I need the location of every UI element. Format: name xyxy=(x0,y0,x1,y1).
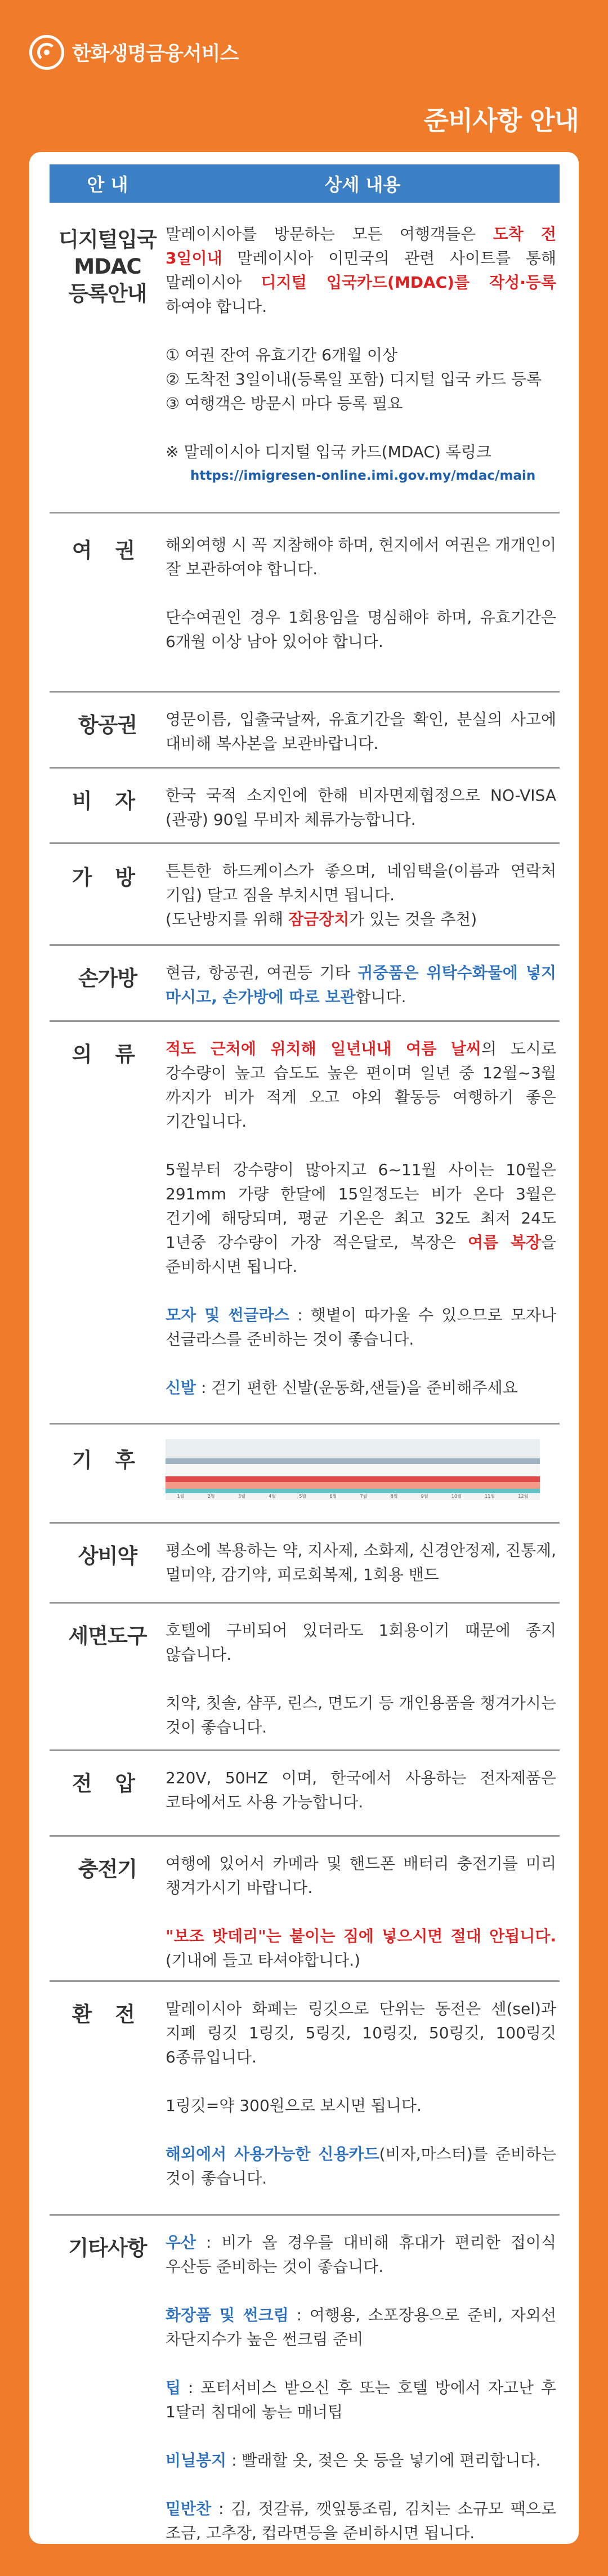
text: : 빨래할 옷, 젖은 옷 등을 넣기에 편리합니다. xyxy=(226,2451,541,2470)
row-label-handbag: 손가방 xyxy=(78,966,137,990)
row-detail-handbag xyxy=(166,946,560,1020)
table-row-clothes xyxy=(50,1022,560,1425)
text: 말레이시아를 방문하는 모든 여행객들은 xyxy=(166,225,493,243)
requirement-item: ① 여권 잔여 유효기간 6개월 이상 xyxy=(166,346,397,364)
highlight-text: 모자 및 썬글라스 xyxy=(166,1306,289,1324)
text: : 포터서비스 받으신 후 또는 호텔 방에서 자고난 후 1달러 침대에 놓는 매너팁 xyxy=(166,2378,556,2421)
text: : 여행용, 소포장용으로 준비, 자외선 차단지수가 높은 썬크림 준비 xyxy=(166,2306,556,2349)
logo-text: 한화생명금융서비스 xyxy=(72,43,239,65)
highlight-text: 도착 전 3일이내 xyxy=(166,225,556,267)
text: 현금, 항공권, 여권등 기타 xyxy=(166,963,358,982)
highlight-text: 우산 xyxy=(166,2233,196,2252)
text: 가 있는 것을 추천) xyxy=(349,910,477,928)
table-row-charger xyxy=(50,1837,560,1982)
month-label: 11월 xyxy=(485,1494,495,1499)
handbag-text xyxy=(166,961,556,1009)
climate-band xyxy=(166,1489,540,1493)
row-label-etc: 기타사항 xyxy=(68,2236,147,2260)
row-detail-etc xyxy=(166,2216,560,2576)
clothes-p1 xyxy=(166,1037,556,1133)
text: : 햇볕이 따가울 수 있으므로 모자나 선글라스를 준비하는 것이 좋습니다. xyxy=(166,1306,556,1349)
table-row-toiletry xyxy=(50,1604,560,1751)
column-header-guide: 안 내 xyxy=(87,174,128,195)
mdac-requirements xyxy=(166,343,556,416)
row-label-medicine: 상비약 xyxy=(78,1544,137,1568)
row-label-toiletry: 세면도구 xyxy=(68,1624,147,1648)
month-label: 8월 xyxy=(390,1494,398,1499)
row-detail-climate xyxy=(166,1425,560,1522)
row-detail-mdac xyxy=(166,203,560,512)
logo-icon xyxy=(29,35,64,70)
table-row-passport xyxy=(50,514,560,693)
table-row-bag xyxy=(50,844,560,946)
row-label-voltage: 전 압 xyxy=(71,1771,144,1796)
text: 여행에 있어서 카메라 및 핸드폰 배터리 충전기를 미리 챙겨가시기 바랍니다. xyxy=(166,1854,556,1897)
exchange-card xyxy=(166,2142,556,2190)
text: 말레이시아 이민국의 관련 사이트를 통해 말레이시아 xyxy=(166,249,556,292)
climate-band xyxy=(166,1464,540,1476)
highlight-text: 적도 근처에 위치해 일년내내 여름 날씨 xyxy=(166,1039,482,1058)
etc-vinyl xyxy=(166,2448,556,2472)
mdac-link-block xyxy=(166,440,556,488)
row-detail-passport xyxy=(166,514,560,691)
climate-band xyxy=(166,1482,540,1489)
text: 튼튼한 하드케이스가 좋으며, 네임택을(이름과 연락처 기입) 달고 짐을 부치시면 됩니다. xyxy=(166,861,556,904)
month-label: 7월 xyxy=(360,1494,368,1499)
highlight-text: "보조 밧데리"는 붙이는 짐에 넣으시면 절대 안됩니다. xyxy=(166,1927,556,1945)
row-label-climate: 기 후 xyxy=(71,1448,144,1472)
table-row-mdac xyxy=(50,203,560,514)
text: 한국 국적 소지인에 한해 비자면제협정으로 NO-VISA (관광) 90일 무비자 체류가능합니다. xyxy=(166,786,556,829)
text: (도난방지를 위해 xyxy=(166,910,289,928)
climate-chart-image xyxy=(166,1439,540,1500)
clothes-p3 xyxy=(166,1303,556,1351)
text: 하여야 합니다. xyxy=(166,297,267,316)
etc-umbrella xyxy=(166,2230,556,2279)
row-label-clothes: 의 류 xyxy=(71,1042,144,1066)
text: : 걷기 편한 신발(운동화,샌들)을 준비해주세요 xyxy=(196,1378,518,1397)
month-label: 2월 xyxy=(207,1494,215,1499)
table-row-voltage xyxy=(50,1751,560,1837)
row-detail-exchange xyxy=(166,1982,560,2214)
requirement-item: ③ 여행객은 방문시 마다 등록 필요 xyxy=(166,394,403,413)
etc-sidedish xyxy=(166,2497,556,2545)
highlight-text: 밑반찬 xyxy=(166,2499,212,2518)
highlight-text: 비닐봉지 xyxy=(166,2451,227,2470)
etc-tip xyxy=(166,2376,556,2424)
highlight-text: 팁 xyxy=(166,2378,181,2397)
text: 의 도시로 강수량이 높고 습도도 높은 편이며 일년 중 12월~3월 까지가 비가 적게 오고 야외 활동등 여행하기 좋은 기간입니다. xyxy=(166,1039,557,1131)
highlight-text: 귀중품은 위탁수화물에 넣지 마시고, 손가방에 따로 보관 xyxy=(166,963,557,1006)
highlight-text: 해외에서 사용가능한 신용카드 xyxy=(166,2145,379,2163)
row-detail-clothes xyxy=(166,1022,560,1423)
row-label-exchange: 환 전 xyxy=(71,2002,144,2026)
row-label-visa: 비 자 xyxy=(71,789,144,813)
row-label-charger: 충전기 xyxy=(78,1857,137,1881)
mdac-link-note: ※ 말레이시아 디지털 입국 카드(MDAC) 록링크 xyxy=(166,443,491,461)
company-logo[interactable] xyxy=(29,35,238,70)
climate-band xyxy=(166,1458,540,1464)
row-label-bag: 가 방 xyxy=(71,865,144,890)
row-detail-bag xyxy=(166,844,560,944)
climate-band xyxy=(166,1439,540,1458)
text: 220V, 50HZ 이며, 한국에서 사용하는 전자제품은 코타에서도 사용 가능합니다. xyxy=(166,1769,556,1811)
row-detail-charger xyxy=(166,1837,560,1980)
info-table xyxy=(50,203,560,2576)
table-row-visa xyxy=(50,769,560,844)
table-row-etc xyxy=(50,2216,560,2576)
table-header xyxy=(50,164,560,203)
highlight-text: 잠금장치 xyxy=(288,910,350,928)
charger-warning xyxy=(166,1924,556,1972)
text: 평소에 복용하는 약, 지사제, 소화제, 신경안정제, 진통제, 멀미약, 감기약, 피로회복제, 1회용 밴드 xyxy=(166,1541,556,1584)
climate-band xyxy=(166,1476,540,1482)
content-card xyxy=(29,152,579,2544)
requirement-item: ② 도착전 3일이내(등록일 포함) 디지털 입국 카드 등록 xyxy=(166,370,542,389)
row-detail-ticket xyxy=(166,693,560,767)
text: 단수여권인 경우 1회용임을 명심해야 하며, 유효기간은 6개월 이상 남아 있어야 합니다. xyxy=(166,608,556,651)
text: (비자,마스터)를 준비하는 것이 좋습니다. xyxy=(166,2145,556,2187)
row-label-mdac: 디지털입국 MDAC 등록안내 xyxy=(59,227,157,306)
month-label: 10월 xyxy=(451,1494,462,1499)
climate-month-labels xyxy=(166,1493,540,1500)
month-label: 9월 xyxy=(421,1494,428,1499)
table-row-climate xyxy=(50,1425,560,1524)
highlight-text: 디지털 입국카드(MDAC)를 작성·등록 xyxy=(261,273,556,292)
row-detail-medicine xyxy=(166,1524,560,1602)
row-label-passport: 여 권 xyxy=(71,538,144,562)
row-detail-visa xyxy=(166,769,560,842)
month-label: 12월 xyxy=(518,1494,529,1499)
text: 을 준비하시면 됩니다. xyxy=(166,1233,556,1276)
row-label-ticket: 항공권 xyxy=(78,713,137,737)
table-row-medicine xyxy=(50,1524,560,1604)
text: : 비가 올 경우를 대비해 휴대가 편리한 접이식 우산등 준비하는 것이 좋습니다. xyxy=(166,2233,556,2276)
etc-cosmetics xyxy=(166,2303,556,2351)
text: : 김, 젓갈류, 깻잎통조림, 김치는 소규모 팩으로 조금, 고추장, 컵라면등을 준비하시면 됩니다. xyxy=(166,2499,556,2542)
text: 말레이시아 화폐는 링깃으로 단위는 동전은 센(sel)과 지폐 링깃 1링깃, 5링깃, 10링깃, 50링깃, 100링깃 6종류입니다. xyxy=(166,1999,556,2066)
month-label: 5월 xyxy=(299,1494,307,1499)
text: 호텔에 구비되어 있더라도 1회용이기 때문에 종지 않습니다. xyxy=(166,1621,556,1664)
text: 영문이름, 입출국날짜, 유효기간을 확인, 분실의 사고에 대비해 복사본을 보관바랍니다. xyxy=(166,710,556,753)
table-row-ticket xyxy=(50,693,560,769)
text: (기내에 들고 타셔야합니다.) xyxy=(166,1951,361,1970)
clothes-p2 xyxy=(166,1158,556,1279)
highlight-text: 여름 복장 xyxy=(467,1233,541,1252)
text: 1링깃=약 300원으로 보시면 됩니다. xyxy=(166,2096,422,2115)
month-label: 6월 xyxy=(329,1494,337,1499)
table-row-exchange xyxy=(50,1982,560,2216)
bag-lock-note xyxy=(166,907,556,931)
row-detail-toiletry xyxy=(166,1604,560,1749)
text: 5월부터 강수량이 많아지고 6~11월 사이는 10월은 291mm 가량 한달에 15일정도는 비가 온다 3월은 건기에 해당되며, 평균 기온은 최고 32도 최저 24도 1년중 강수량이 가장 적은달로, 복장은 xyxy=(166,1160,556,1252)
page-title: 준비사항 안내 xyxy=(423,105,579,136)
highlight-text: 신발 xyxy=(166,1378,196,1397)
column-header-detail: 상세 내용 xyxy=(324,174,401,195)
month-label: 3월 xyxy=(238,1494,245,1499)
clothes-p4 xyxy=(166,1376,556,1400)
mdac-intro xyxy=(166,222,556,319)
text: 치약, 칫솔, 샴푸, 린스, 면도기 등 개인용품을 챙겨가시는 것이 좋습니다. xyxy=(166,1694,556,1736)
text: 합니다. xyxy=(355,988,406,1006)
row-detail-voltage xyxy=(166,1751,560,1835)
highlight-text: 화장품 및 썬크림 xyxy=(166,2306,289,2324)
month-label: 4월 xyxy=(269,1494,276,1499)
table-row-handbag xyxy=(50,946,560,1022)
text: 해외여행 시 꼭 지참해야 하며, 현지에서 여권은 개개인이 잘 보관하여야 합니다. xyxy=(166,535,556,578)
month-label: 1월 xyxy=(177,1494,185,1499)
mdac-link[interactable]: https://imigresen-online.imi.gov.my/mdac/main xyxy=(190,468,536,483)
